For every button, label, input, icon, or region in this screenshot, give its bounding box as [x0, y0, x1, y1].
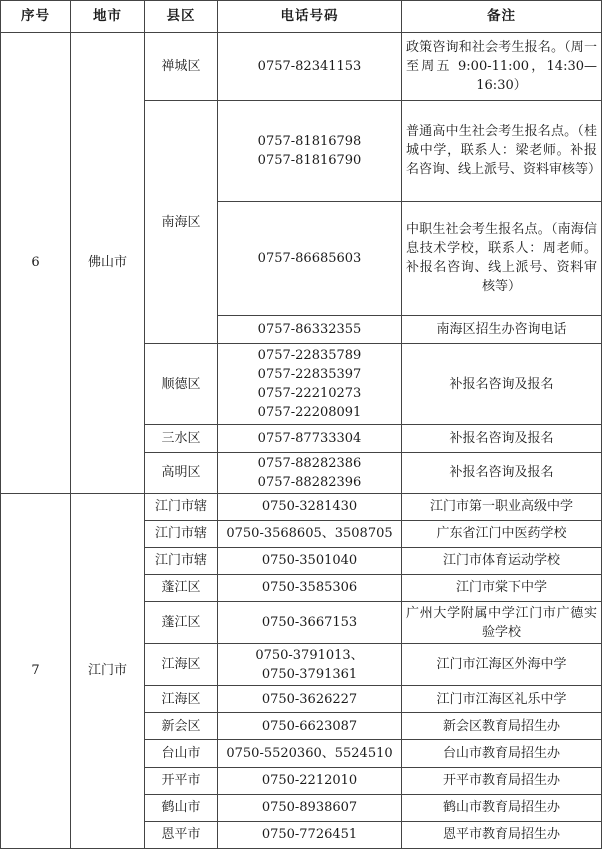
row-phone: 0750-3501040 [218, 547, 402, 574]
row-phone: 0757-88282386 0757-88282396 [218, 452, 402, 493]
row-phone: 0750-6623087 [218, 713, 402, 740]
row-phone: 0757-87733304 [218, 425, 402, 452]
row-phone: 0750-5520360、5524510 [218, 740, 402, 767]
row-phone: 0750-3568605、3508705 [218, 520, 402, 547]
row-phone: 0750-3281430 [218, 493, 402, 520]
row-phone: 0757-81816798 0757-81816790 [218, 101, 402, 201]
row-phone: 0750-3626227 [218, 686, 402, 713]
row-index: 7 [1, 493, 71, 848]
row-district: 江门市辖 [145, 520, 218, 547]
row-phone: 0757-86332355 [218, 316, 402, 344]
row-note: 广东省江门中医药学校 [402, 520, 602, 547]
row-note: 恩平市教育局招生办 [402, 821, 602, 848]
row-note: 台山市教育局招生办 [402, 740, 602, 767]
row-district: 禅城区 [145, 33, 218, 101]
row-note: 南海区招生办咨询电话 [402, 316, 602, 344]
row-district: 蓬江区 [145, 574, 218, 601]
header-note: 备注 [402, 1, 602, 33]
row-district: 鹤山市 [145, 794, 218, 821]
row-district: 江海区 [145, 686, 218, 713]
row-note: 补报名咨询及报名 [402, 452, 602, 493]
row-phone: 0750-8938607 [218, 794, 402, 821]
row-note: 政策咨询和社会考生报名。（周一至周五 9:00-11:00，14:30—16:30） [402, 33, 602, 101]
table-row [1, 493, 602, 520]
row-note: 开平市教育局招生办 [402, 767, 602, 794]
row-phone: 0757-82341153 [218, 33, 402, 101]
row-note: 补报名咨询及报名 [402, 425, 602, 452]
row-city: 佛山市 [71, 33, 145, 494]
row-district: 南海区 [145, 101, 218, 344]
row-district: 开平市 [145, 767, 218, 794]
row-district: 台山市 [145, 740, 218, 767]
row-note: 广州大学附属中学江门市广德实验学校 [402, 602, 602, 644]
row-city: 江门市 [71, 493, 145, 848]
row-note: 江门市棠下中学 [402, 574, 602, 601]
row-phone: 0750-7726451 [218, 821, 402, 848]
row-phone: 0757-86685603 [218, 201, 402, 315]
row-district: 江海区 [145, 644, 218, 686]
row-phone: 0750-3667153 [218, 602, 402, 644]
header-phone: 电话号码 [218, 1, 402, 33]
header-index: 序号 [1, 1, 71, 33]
row-note: 新会区教育局招生办 [402, 713, 602, 740]
row-district: 蓬江区 [145, 602, 218, 644]
row-phone: 0750-3791013、 0750-3791361 [218, 644, 402, 686]
row-note: 江门市江海区外海中学 [402, 644, 602, 686]
row-phone: 0750-2212010 [218, 767, 402, 794]
row-phone: 0750-3585306 [218, 574, 402, 601]
table-header-row [1, 1, 602, 33]
table-row [1, 33, 602, 101]
row-note: 补报名咨询及报名 [402, 344, 602, 425]
row-district: 三水区 [145, 425, 218, 452]
row-note: 江门市第一职业高级中学 [402, 493, 602, 520]
row-note: 江门市体育运动学校 [402, 547, 602, 574]
row-district: 新会区 [145, 713, 218, 740]
row-note: 中职生社会考生报名点。（南海信息技术学校，联系人：周老师。补报名咨询、线上派号、资料审核等） [402, 201, 602, 315]
row-note: 普通高中生社会考生报名点。（桂城中学，联系人：梁老师。补报名咨询、线上派号、资料审核等） [402, 101, 602, 201]
row-district: 江门市辖 [145, 493, 218, 520]
row-district: 顺德区 [145, 344, 218, 425]
row-district: 高明区 [145, 452, 218, 493]
row-district: 恩平市 [145, 821, 218, 848]
row-note: 江门市江海区礼乐中学 [402, 686, 602, 713]
row-index: 6 [1, 33, 71, 494]
header-district: 县区 [145, 1, 218, 33]
row-district: 江门市辖 [145, 547, 218, 574]
row-note: 鹤山市教育局招生办 [402, 794, 602, 821]
row-phone: 0757-22835789 0757-22835397 0757-22210273 0757-22208091 [218, 344, 402, 425]
header-city: 地市 [71, 1, 145, 33]
